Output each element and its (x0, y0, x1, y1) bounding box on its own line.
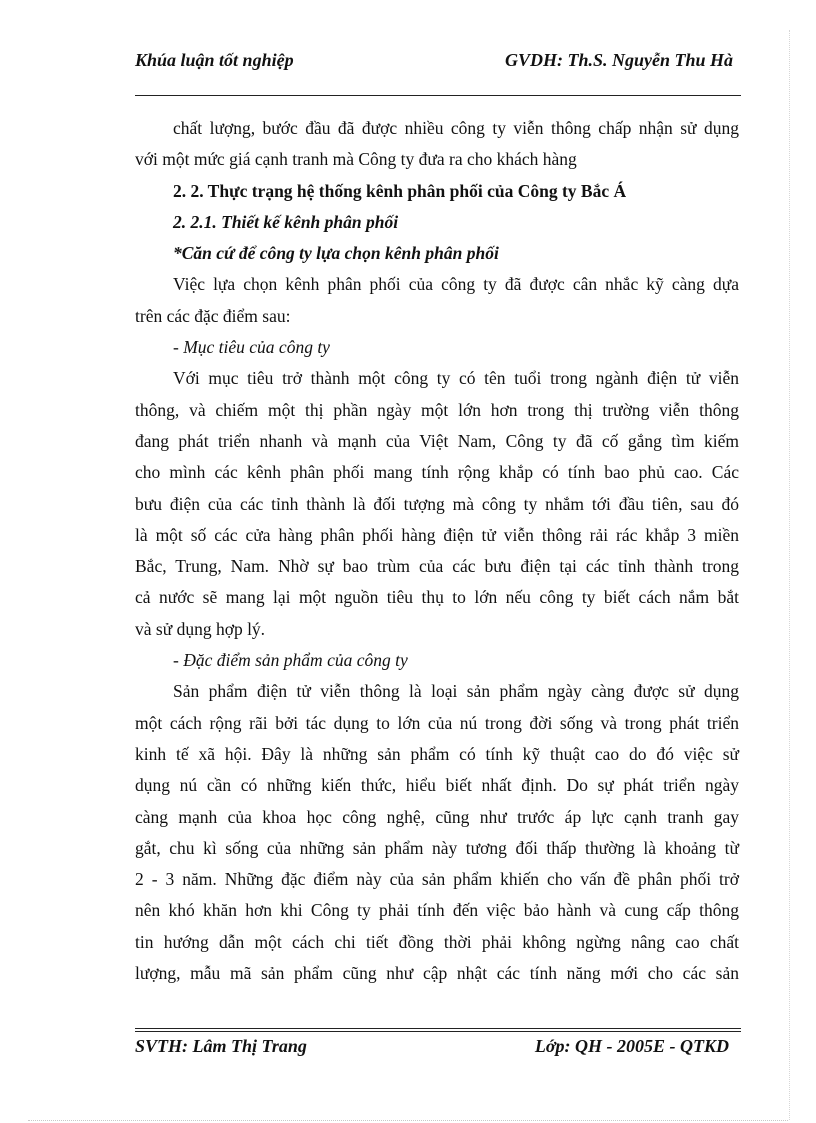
body-line: tin hướng dẫn một cách chi tiết đồng thời phải không ngừng nâng cao chất (135, 931, 739, 952)
body-line: nên khó khăn hơn khi Công ty phải tính đến việc bảo hành và cung cấp thông (135, 900, 739, 921)
header-rule (135, 95, 741, 96)
body-line: Bắc, Trung, Nam. Nhờ sự bao trùm của các bưu điện tại các tỉnh thành trong (135, 556, 739, 577)
body-line: là một số các cửa hàng phân phối hàng điện tử viễn thông rải rác khắp 3 miền (135, 524, 739, 545)
body-line: với một mức giá cạnh tranh mà Công ty đưa ra cho khách hàng (135, 149, 577, 170)
page-header (135, 50, 741, 72)
subsection-heading: 2. 2.1. Thiết kế kênh phân phối (173, 211, 399, 232)
footer-rule (135, 1028, 741, 1029)
body-line: lượng, mẫu mã sản phẩm cũng như cập nhật các tính năng mới cho các sản (135, 963, 739, 984)
body-line: Việc lựa chọn kênh phân phối của công ty đã được cân nhắc kỹ càng dựa (173, 274, 739, 295)
page-edge-bottom (28, 1120, 788, 1121)
body-line: và sử dụng hợp lý. (135, 618, 266, 639)
page-footer (135, 1036, 741, 1058)
body-line: gắt, chu kì sống của những sản phẩm này tương đối thấp thường là khoảng từ (135, 837, 739, 858)
body-line: kinh tế xã hội. Đây là những sản phẩm có tính kỹ thuật cao do đó việc sử (135, 743, 739, 764)
header-thesis-title: Khúa luận tốt nghiệp (135, 50, 294, 70)
body-line: Sản phẩm điện tử viễn thông là loại sản phẩm ngày càng được sử dụng (173, 681, 739, 702)
body-line: trên các đặc điểm sau: (135, 305, 291, 326)
header-supervisor: GVDH: Th.S. Nguyễn Thu Hà (504, 50, 733, 70)
footer-rule (135, 1031, 741, 1032)
body-line: càng mạnh của khoa học công nghệ, cũng như trước áp lực cạnh tranh gay (135, 806, 739, 827)
body-line: cho mình các kênh phân phối mang tính rộng khắp có tính bao phủ cao. Các (135, 462, 739, 483)
body-line: thông, và chiếm một thị phần ngày một lớn hơn trong thị trường viễn thông (135, 399, 739, 420)
footer-class: Lớp: QH - 2005E - QTKD (534, 1036, 729, 1056)
body-line: 2 - 3 năm. Những đặc điểm này của sản phẩm khiến cho vấn đề phân phối trở (135, 869, 739, 890)
body-line: chất lượng, bước đầu đã được nhiều công ty viễn thông chấp nhận sử dụng (173, 118, 739, 138)
bullet-item: - Mục tiêu của công ty (173, 337, 330, 358)
body-line: dụng nú cần có những kiến thức, hiểu biết nhất định. Do sự phát triển ngày (135, 775, 739, 796)
bullet-item: - Đặc điểm sản phẩm của công ty (173, 650, 408, 671)
page-body (135, 113, 739, 989)
body-line: đang phát triển nhanh và mạnh của Việt Nam, Công ty đã cố gắng tìm kiếm (135, 430, 739, 451)
body-line: bưu điện của các tỉnh thành là đối tượng mà công ty nhắm tới đầu tiên, sau đó (135, 493, 739, 514)
body-line: Với mục tiêu trở thành một công ty có tên tuổi trong ngành điện tử viễn (173, 368, 739, 389)
criteria-heading: *Căn cứ để công ty lựa chọn kênh phân phối (173, 243, 499, 264)
footer-student: SVTH: Lâm Thị Trang (135, 1036, 307, 1056)
body-line: cả nước sẽ mang lại một nguồn tiêu thụ to lớn nếu công ty biết cách nắm bắt (135, 587, 739, 608)
section-heading: 2. 2. Thực trạng hệ thống kênh phân phối của Công ty Bắc Á (173, 180, 627, 201)
body-line: một cách rộng rãi bởi tác dụng to lớn của nú trong đời sống và trong phát triển (135, 712, 739, 733)
page-edge-right (789, 30, 790, 1120)
